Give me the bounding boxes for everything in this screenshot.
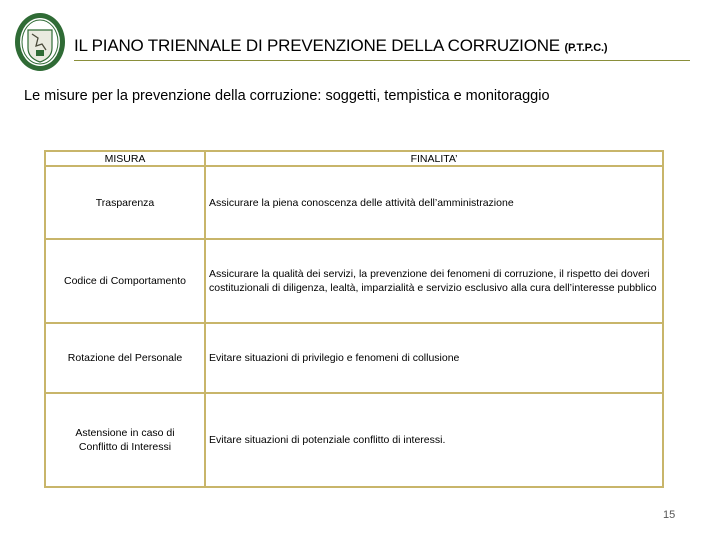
header-finalita: FINALITA’ <box>205 151 663 166</box>
header-misura: MISURA <box>45 151 205 166</box>
table-header-row <box>45 151 663 166</box>
cell-finalita: Assicurare la piena conoscenza delle attività dell’amministrazione <box>205 166 663 239</box>
table-row <box>45 239 663 323</box>
measures-table <box>44 150 664 488</box>
table-row <box>45 323 663 393</box>
table-row <box>45 166 663 239</box>
municipal-seal-icon <box>14 12 66 72</box>
cell-misura: Rotazione del Personale <box>45 323 205 393</box>
cell-misura: Codice di Comportamento <box>45 239 205 323</box>
title-suffix: (P.T.P.C.) <box>564 42 608 54</box>
cell-finalita: Evitare situazioni di privilegio e fenomeni di collusione <box>205 323 663 393</box>
cell-misura: Trasparenza <box>45 166 205 239</box>
table-row <box>45 393 663 487</box>
cell-misura: Astensione in caso di Conflitto di Interessi <box>45 393 205 487</box>
title-divider <box>74 60 690 61</box>
page-title <box>74 36 607 56</box>
cell-finalita: Evitare situazioni di potenziale conflitto di interessi. <box>205 393 663 487</box>
section-subtitle: Le misure per la prevenzione della corruzione: soggetti, tempistica e monitoraggio <box>24 88 550 104</box>
title-main: IL PIANO TRIENNALE DI PREVENZIONE DELLA CORRUZIONE <box>74 36 560 55</box>
page-number: 15 <box>663 509 676 521</box>
cell-finalita: Assicurare la qualità dei servizi, la prevenzione dei fenomeni di corruzione, il rispetto dei doveri costituzionali di diligenza, lealtà, imparzialità e servizio esclusivo alla cura dell’interesse pubblico <box>205 239 663 323</box>
